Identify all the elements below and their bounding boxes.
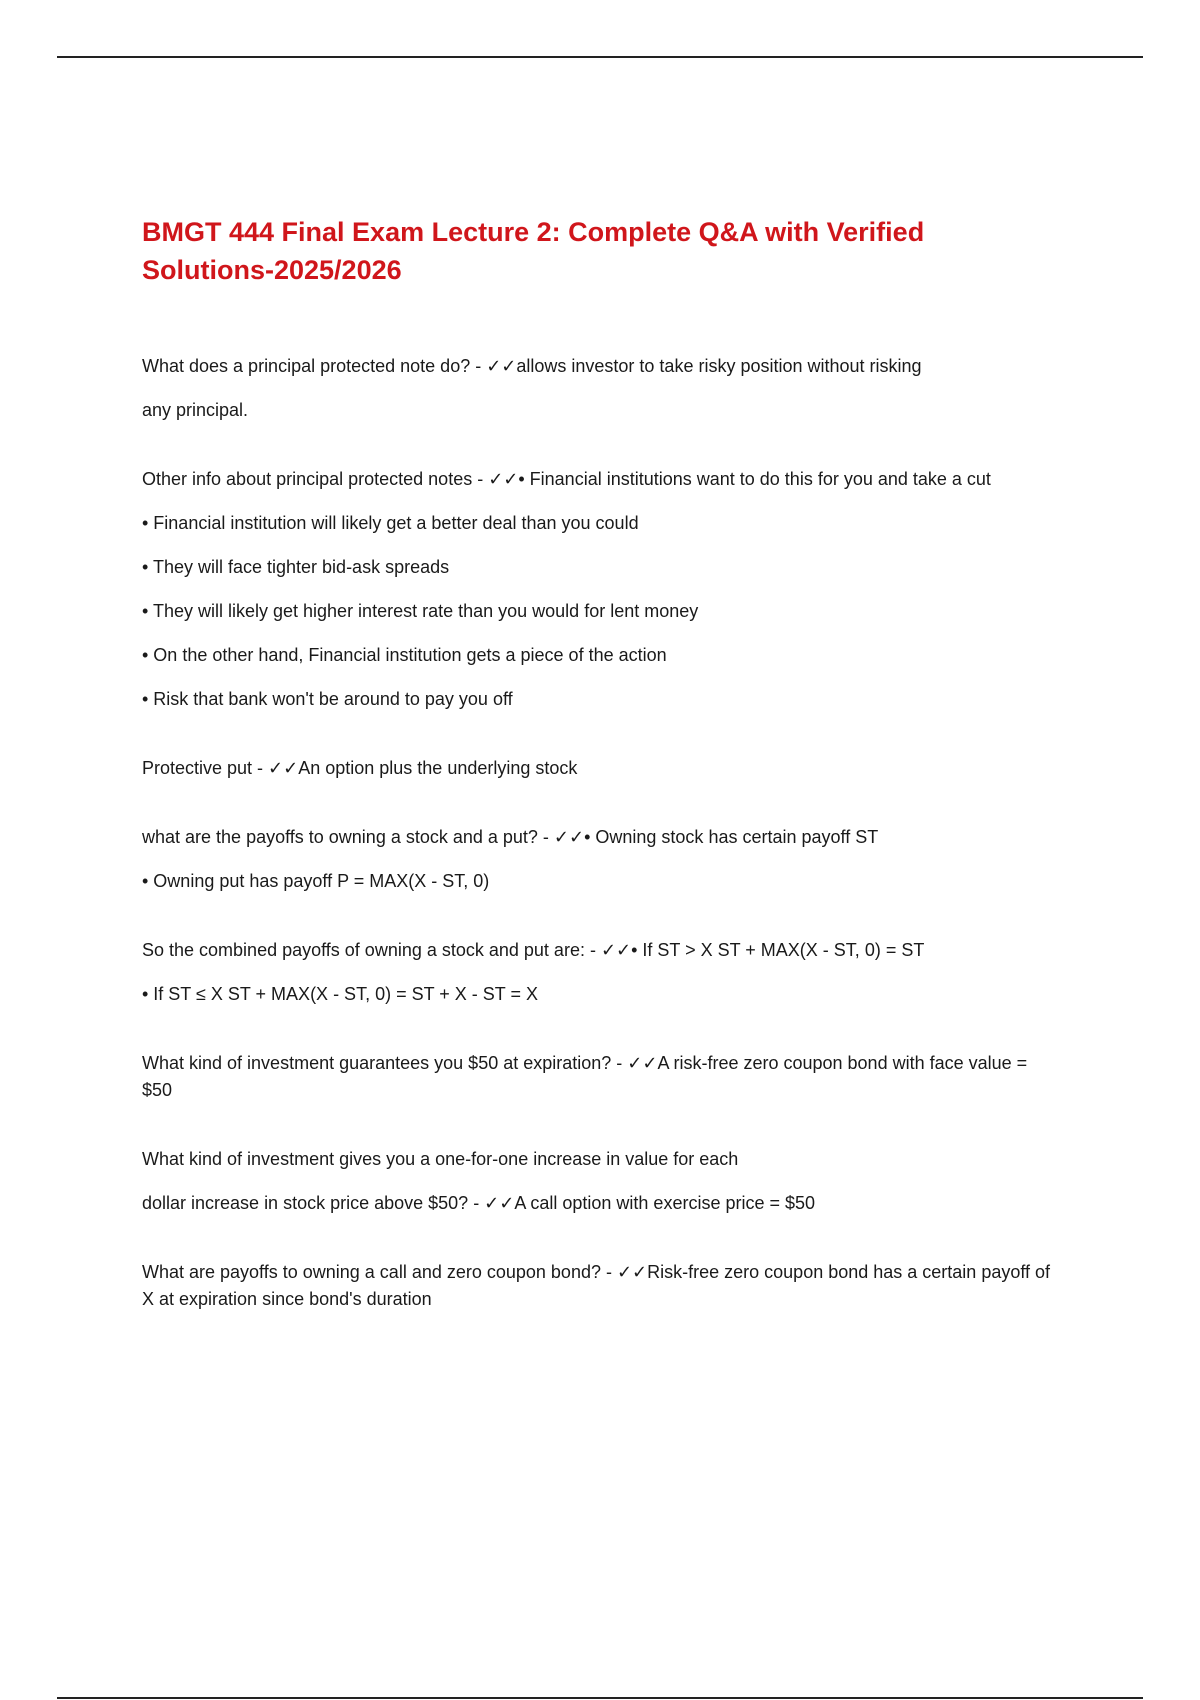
qa-item: [142, 1050, 1062, 1104]
question-answer-line: What are payoffs to owning a call and zero coupon bond? - ✓✓Risk-free zero coupon bond has a certain payoff of X at expiration since bond's duration: [142, 1262, 1051, 1309]
answer-bullet: • Risk that bank won't be around to pay you off: [142, 689, 513, 709]
question-answer-line: What does a principal protected note do? - ✓✓allows investor to take risky position without risking: [142, 356, 922, 376]
answer-bullet: • On the other hand, Financial institution gets a piece of the action: [142, 645, 667, 665]
qa-item: [142, 937, 1062, 1008]
qa-item: [142, 824, 1062, 895]
question-answer-line: So the combined payoffs of owning a stock and put are: - ✓✓• If ST > X ST + MAX(X - ST, 0) = ST: [142, 940, 925, 960]
answer-bullet: • Owning put has payoff P = MAX(X - ST, 0): [142, 871, 490, 891]
answer-bullet: • They will likely get higher interest rate than you would for lent money: [142, 601, 699, 621]
document-body: [142, 213, 1062, 1355]
document-title: [142, 213, 1062, 289]
top-rule: [57, 56, 1143, 58]
qa-item: [142, 1259, 1062, 1313]
question-answer-line: Other info about principal protected notes - ✓✓• Financial institutions want to do this for you and take a cut: [142, 469, 991, 489]
question-answer-line: Protective put - ✓✓An option plus the underlying stock: [142, 758, 578, 778]
answer-bullet: • Financial institution will likely get a better deal than you could: [142, 513, 639, 533]
qa-item: [142, 466, 1062, 713]
qa-item: [142, 1146, 1062, 1217]
answer-bullet: • They will face tighter bid-ask spreads: [142, 557, 450, 577]
qa-item: [142, 755, 1062, 782]
question-answer-line: dollar increase in stock price above $50? - ✓✓A call option with exercise price = $50: [142, 1193, 816, 1213]
question-answer-line: What kind of investment guarantees you $50 at expiration? - ✓✓A risk-free zero coupon bond with face value = $50: [142, 1053, 1028, 1100]
title-line-1: BMGT 444 Final Exam Lecture 2: Complete Q&A with Verified: [142, 217, 925, 247]
bottom-rule: [57, 1697, 1143, 1699]
answer-continuation-line: any principal.: [142, 400, 249, 420]
question-line: What kind of investment gives you a one-for-one increase in value for each: [142, 1149, 739, 1169]
title-line-2: Solutions-2025/2026: [142, 255, 402, 285]
answer-bullet: • If ST ≤ X ST + MAX(X - ST, 0) = ST + X - ST = X: [142, 984, 538, 1004]
question-answer-line: what are the payoffs to owning a stock and a put? - ✓✓• Owning stock has certain payoff ST: [142, 827, 879, 847]
qa-item: [142, 353, 1062, 424]
